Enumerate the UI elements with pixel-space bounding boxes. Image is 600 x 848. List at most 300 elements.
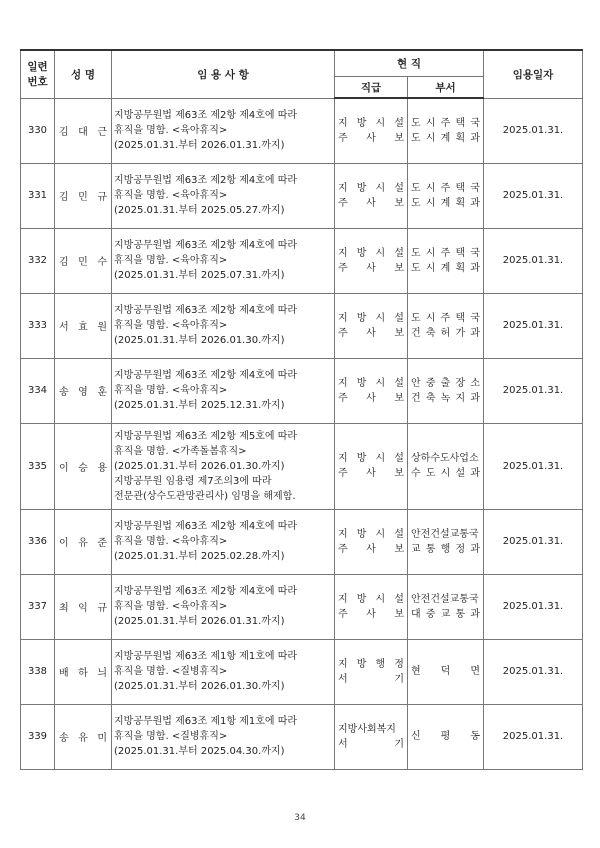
department — [408, 423, 484, 509]
name-char: 김 — [59, 127, 69, 138]
table-row — [21, 574, 583, 639]
matter-line: 지방공무원 임용령 제7조의3에 따라 — [114, 475, 272, 487]
rank-part: 사 — [366, 262, 376, 274]
department — [408, 163, 484, 228]
dept-part: 시 — [425, 117, 436, 129]
appointment-date: 2025.01.31. — [484, 228, 583, 293]
name — [59, 459, 107, 474]
dept-part: 과 — [470, 197, 480, 209]
rank-part: 방 — [356, 182, 367, 194]
dept-part: 도 — [425, 468, 436, 479]
rank-line — [338, 116, 404, 131]
name — [59, 729, 107, 744]
dept-part: 과 — [470, 132, 480, 144]
table-header — [21, 50, 583, 98]
rank-part: 서 — [338, 673, 348, 685]
rank-part: 사 — [366, 543, 376, 555]
rank-part: 시 — [375, 377, 386, 389]
appointment-matter — [112, 98, 335, 163]
dept-part: 과 — [470, 468, 480, 479]
name-cell — [55, 509, 112, 574]
dept-part: 가 — [455, 327, 466, 339]
dept-part: 출 — [440, 377, 451, 389]
serial-number: 336 — [21, 509, 55, 574]
matter-line: 지방공무원법 제63조 제2항 제4호에 따라 — [114, 305, 298, 316]
rank-part: 시 — [375, 117, 386, 129]
rank-line — [338, 542, 404, 557]
dept-line — [411, 542, 480, 557]
matter-line: (2025.01.31.부터 2026.01.30.까지) — [114, 335, 285, 346]
appointment-matter — [112, 639, 335, 704]
rank-part: 사 — [366, 608, 376, 620]
rank-part: 설 — [394, 453, 404, 464]
rank-part: 정 — [394, 658, 404, 670]
appointment-matter — [112, 293, 335, 358]
table-row — [21, 639, 583, 704]
name-cell — [55, 704, 112, 769]
rank-line — [338, 607, 404, 622]
serial-number: 331 — [21, 163, 55, 228]
matter-line: (2025.01.31.부터 2026.01.31.까지) — [114, 616, 285, 627]
dept-part: 통 — [455, 608, 466, 620]
dept-part: 녹 — [440, 392, 451, 404]
rank-part: 방 — [356, 658, 367, 670]
dept-part: 획 — [455, 262, 466, 274]
rank-part: 지 — [338, 593, 348, 605]
dept-line — [411, 729, 480, 744]
dept-line — [411, 181, 480, 196]
dept-part: 도 — [411, 247, 421, 259]
dept-line — [411, 311, 480, 326]
dept-part: 시 — [425, 262, 436, 274]
rank-part: 지방사회복지 — [338, 723, 396, 735]
rank — [335, 639, 408, 704]
table-row — [21, 228, 583, 293]
appointment-matter — [112, 358, 335, 423]
rank-line — [338, 131, 404, 146]
matter-line: 휴직을 명함. <육아휴직> — [114, 125, 228, 136]
name-char: 송 — [59, 733, 69, 744]
rank-part: 시 — [375, 453, 386, 464]
matter-line: (2025.01.31.부터 2026.01.30.까지) — [114, 460, 285, 472]
matter-line: 지방공무원법 제63조 제2항 제4호에 따라 — [114, 175, 298, 186]
dept-line — [411, 131, 480, 146]
dept-part: 중 — [425, 608, 436, 620]
matter-line: 휴직을 명함. <육아휴직> — [114, 536, 228, 547]
dept-line — [411, 607, 480, 622]
serial-number: 339 — [21, 704, 55, 769]
appointment-date: 2025.01.31. — [484, 98, 583, 163]
dept-part: 소 — [470, 377, 480, 389]
rank-part: 지 — [338, 528, 348, 540]
rank-part: 서 — [338, 738, 348, 750]
name-cell — [55, 228, 112, 293]
dept-part: 과 — [470, 262, 480, 274]
dept-part: 설 — [455, 468, 466, 479]
name-cell — [55, 163, 112, 228]
department — [408, 574, 484, 639]
matter-line: 지방공무원법 제63조 제2항 제4호에 따라 — [114, 586, 298, 597]
name-char: 하 — [78, 668, 88, 679]
name-char: 유 — [78, 733, 88, 744]
appointment-date: 2025.01.31. — [484, 574, 583, 639]
rank-part: 보 — [394, 132, 404, 144]
matter-line: 휴직을 명함. <육아휴직> — [114, 385, 228, 396]
matter-line: 지방공무원법 제63조 제2항 제5호에 따라 — [114, 430, 298, 442]
appointment-date: 2025.01.31. — [484, 163, 583, 228]
serial-number: 333 — [21, 293, 55, 358]
serial-number: 330 — [21, 98, 55, 163]
rank-part: 방 — [356, 593, 367, 605]
rank — [335, 358, 408, 423]
department — [408, 228, 484, 293]
dept-part: 안전건설교통국 — [411, 528, 479, 540]
table-row — [21, 423, 583, 509]
name-char: 서 — [59, 322, 69, 333]
dept-part: 행 — [440, 543, 451, 555]
rank-line — [338, 311, 404, 326]
department — [408, 98, 484, 163]
rank-part: 방 — [356, 453, 367, 464]
dept-part: 계 — [440, 262, 451, 274]
dept-part: 교 — [411, 543, 421, 555]
dept-part: 시 — [425, 197, 436, 209]
matter-line: 휴직을 명함. <육아휴직> — [114, 601, 228, 612]
table-row — [21, 358, 583, 423]
table-row — [21, 163, 583, 228]
table-row — [21, 704, 583, 769]
dept-part: 동 — [470, 731, 481, 742]
rank-part: 지 — [338, 182, 348, 194]
rank-line — [338, 261, 404, 276]
appointment-matter — [112, 704, 335, 769]
rank — [335, 163, 408, 228]
rank-part: 기 — [394, 738, 404, 750]
dept-part: 통 — [425, 543, 436, 555]
name-char: 준 — [97, 538, 107, 549]
matter-line: 휴직을 명함. <질병휴직> — [114, 731, 228, 742]
rank-part: 보 — [394, 327, 404, 339]
rank-part: 방 — [356, 117, 367, 129]
rank-part: 사 — [366, 132, 376, 144]
matter-line: 휴직을 명함. <가족돌봄휴직> — [114, 445, 247, 457]
rank-part: 지 — [338, 312, 348, 324]
rank-part: 기 — [394, 673, 404, 685]
dept-line — [411, 196, 480, 211]
dept-part: 도 — [411, 132, 421, 144]
rank — [335, 704, 408, 769]
name-char: 민 — [78, 192, 88, 203]
rank-part: 지 — [338, 658, 348, 670]
appointment-date: 2025.01.31. — [484, 639, 583, 704]
rank-part: 설 — [394, 117, 404, 129]
rank-part: 보 — [394, 543, 404, 555]
dept-part: 획 — [455, 197, 466, 209]
name-cell — [55, 423, 112, 509]
rank-part: 시 — [375, 593, 386, 605]
dept-part: 계 — [440, 132, 451, 144]
rank-part: 설 — [394, 377, 404, 389]
dept-part: 도 — [411, 197, 421, 209]
matter-line: (2025.01.31.부터 2026.01.31.까지) — [114, 140, 285, 151]
dept-part: 주 — [440, 117, 451, 129]
dept-line — [411, 466, 480, 481]
personnel-table — [20, 49, 583, 770]
name-char: 유 — [78, 538, 88, 549]
table-row — [21, 293, 583, 358]
appointment-matter — [112, 509, 335, 574]
matter-line: (2025.01.31.부터 2025.07.31.까지) — [114, 270, 285, 281]
name-char: 승 — [78, 462, 88, 474]
rank-line — [338, 196, 404, 211]
name-char: 이 — [59, 462, 69, 474]
name — [59, 188, 107, 203]
rank-part: 설 — [394, 312, 404, 324]
dept-part: 시 — [440, 468, 451, 479]
dept-part: 과 — [470, 392, 480, 404]
dept-part: 도 — [411, 262, 421, 274]
dept-part: 상하수도사업소 — [411, 453, 479, 464]
dept-part: 국 — [470, 182, 480, 194]
rank-part: 지 — [338, 117, 348, 129]
name-char: 민 — [78, 257, 88, 268]
rank-part: 지 — [338, 453, 348, 464]
matter-line: (2025.01.31.부터 2025.05.27.까지) — [114, 205, 285, 216]
rank-part: 지 — [338, 247, 348, 259]
dept-line — [411, 376, 480, 391]
rank-part: 시 — [375, 312, 386, 324]
rank-part: 사 — [366, 327, 376, 339]
rank-line — [338, 737, 404, 752]
rank-line — [338, 376, 404, 391]
dept-part: 시 — [425, 132, 436, 144]
name-char: 용 — [97, 462, 107, 474]
rank-part: 설 — [394, 247, 404, 259]
serial-number: 337 — [21, 574, 55, 639]
department — [408, 639, 484, 704]
name-char: 최 — [59, 603, 69, 614]
matter-line: (2025.01.31.부터 2025.04.30.까지) — [114, 746, 285, 757]
name-char: 영 — [78, 387, 88, 398]
name-char: 김 — [59, 192, 69, 203]
table-body — [21, 98, 583, 769]
dept-part: 시 — [425, 182, 436, 194]
matter-line: 지방공무원법 제63조 제2항 제4호에 따라 — [114, 370, 298, 381]
name-cell — [55, 293, 112, 358]
header-current-position: 현 직 — [335, 50, 484, 77]
rank — [335, 509, 408, 574]
name — [59, 599, 107, 614]
header-name: 성 명 — [55, 50, 112, 98]
name — [59, 664, 107, 679]
rank — [335, 98, 408, 163]
rank-part: 행 — [375, 658, 386, 670]
name-char: 수 — [97, 257, 107, 268]
dept-part: 국 — [470, 247, 480, 259]
rank-part: 주 — [338, 132, 348, 144]
dept-part: 택 — [455, 117, 466, 129]
dept-part: 국 — [470, 312, 480, 324]
matter-line: 지방공무원법 제63조 제1항 제1호에 따라 — [114, 651, 298, 662]
serial-number: 334 — [21, 358, 55, 423]
rank-part: 주 — [338, 543, 348, 555]
dept-part: 안 — [411, 377, 421, 389]
rank-part: 사 — [366, 197, 376, 209]
rank-part: 사 — [366, 468, 376, 479]
rank-part: 주 — [338, 608, 348, 620]
matter-line: 지방공무원법 제63조 제1항 제1호에 따라 — [114, 716, 298, 727]
name-cell — [55, 639, 112, 704]
name-char: 김 — [59, 257, 69, 268]
name-char: 훈 — [97, 387, 107, 398]
rank-part: 보 — [394, 468, 404, 479]
rank-line — [338, 391, 404, 406]
name-char: 대 — [78, 127, 88, 138]
name-cell — [55, 358, 112, 423]
dept-part: 축 — [425, 327, 436, 339]
name — [59, 383, 107, 398]
dept-part: 계 — [440, 197, 451, 209]
dept-part: 주 — [440, 247, 451, 259]
dept-part: 도 — [411, 182, 421, 194]
header-appointment-matter: 임 용 사 항 — [112, 50, 335, 98]
dept-part: 축 — [425, 392, 436, 404]
matter-line: 지방공무원법 제63조 제2항 제4호에 따라 — [114, 240, 298, 251]
dept-part: 장 — [455, 377, 466, 389]
matter-line: 전문관(상수도관망관리사) 임명을 해제함. — [114, 490, 296, 502]
rank-part: 주 — [338, 197, 348, 209]
dept-line — [411, 391, 480, 406]
name-char: 규 — [97, 603, 107, 614]
name-char: 효 — [78, 322, 88, 333]
matter-line: (2025.01.31.부터 2025.02.28.까지) — [114, 551, 285, 562]
rank-part: 방 — [356, 312, 367, 324]
name — [59, 534, 107, 549]
dept-part: 국 — [470, 117, 480, 129]
header-appointment-date: 임용일자 — [484, 50, 583, 98]
rank-part: 설 — [394, 182, 404, 194]
matter-line: (2025.01.31.부터 2025.12.31.까지) — [114, 400, 285, 411]
rank-line — [338, 451, 404, 466]
dept-part: 신 — [411, 731, 421, 742]
dept-part: 허 — [440, 327, 451, 339]
dept-line — [411, 116, 480, 131]
dept-part: 획 — [455, 132, 466, 144]
matter-line: 휴직을 명함. <질병휴직> — [114, 666, 228, 677]
matter-line: 휴직을 명함. <육아휴직> — [114, 320, 228, 331]
department — [408, 509, 484, 574]
dept-part: 덕 — [440, 666, 451, 677]
rank-part: 시 — [375, 182, 386, 194]
dept-part: 수 — [411, 468, 421, 479]
department — [408, 293, 484, 358]
appointment-date: 2025.01.31. — [484, 423, 583, 509]
page-number: 34 — [294, 813, 306, 823]
rank-part: 방 — [356, 377, 367, 389]
dept-part: 정 — [455, 543, 466, 555]
header-department: 부서 — [408, 77, 484, 99]
rank-line — [338, 657, 404, 672]
matter-line: 휴직을 명함. <육아휴직> — [114, 255, 228, 266]
dept-part: 도 — [411, 117, 421, 129]
matter-line: (2025.01.31.부터 2026.01.30.까지) — [114, 681, 285, 692]
rank-part: 주 — [338, 327, 348, 339]
matter-line: 휴직을 명함. <육아휴직> — [114, 190, 228, 201]
rank-part: 보 — [394, 392, 404, 404]
name-char: 규 — [97, 192, 107, 203]
rank-part: 설 — [394, 593, 404, 605]
appointment-matter — [112, 228, 335, 293]
appointment-matter — [112, 423, 335, 509]
dept-part: 도 — [411, 312, 421, 324]
table-row — [21, 98, 583, 163]
rank-part: 설 — [394, 528, 404, 540]
dept-line — [411, 664, 480, 679]
appointment-matter — [112, 163, 335, 228]
dept-part: 주 — [440, 182, 451, 194]
rank-line — [338, 527, 404, 542]
rank — [335, 228, 408, 293]
dept-part: 택 — [455, 247, 466, 259]
rank — [335, 574, 408, 639]
matter-line: 지방공무원법 제63조 제2항 제4호에 따라 — [114, 110, 298, 121]
dept-part: 대 — [411, 608, 421, 620]
dept-part: 안전건설교통국 — [411, 593, 479, 605]
serial-number: 335 — [21, 423, 55, 509]
dept-part: 면 — [470, 666, 481, 677]
rank-line — [338, 246, 404, 261]
rank-part: 보 — [394, 197, 404, 209]
dept-line — [411, 261, 480, 276]
dept-part: 시 — [425, 247, 436, 259]
name-char: 송 — [59, 387, 69, 398]
dept-part: 중 — [425, 377, 436, 389]
name-char: 원 — [97, 322, 107, 333]
dept-line — [411, 326, 480, 341]
dept-part: 과 — [470, 608, 480, 620]
rank — [335, 293, 408, 358]
dept-part: 택 — [455, 182, 466, 194]
dept-part: 주 — [440, 312, 451, 324]
rank-part: 보 — [394, 608, 404, 620]
rank-part: 보 — [394, 262, 404, 274]
appointment-matter — [112, 574, 335, 639]
header-rank: 직급 — [335, 77, 408, 99]
dept-line — [411, 451, 480, 466]
rank-part: 사 — [366, 392, 376, 404]
rank-part: 방 — [356, 247, 367, 259]
department — [408, 358, 484, 423]
rank-part: 주 — [338, 262, 348, 274]
name-cell — [55, 574, 112, 639]
rank-line — [338, 592, 404, 607]
table-row — [21, 509, 583, 574]
header-serial-number: 일련 번호 — [21, 50, 55, 98]
dept-part: 건 — [411, 392, 421, 404]
dept-part: 시 — [425, 312, 436, 324]
rank-line — [338, 181, 404, 196]
name-char: 늬 — [97, 668, 107, 679]
rank-part: 방 — [356, 528, 367, 540]
rank — [335, 423, 408, 509]
rank-line — [338, 722, 404, 737]
appointment-date: 2025.01.31. — [484, 293, 583, 358]
name-char: 미 — [97, 733, 107, 744]
dept-part: 현 — [411, 666, 421, 677]
name — [59, 253, 107, 268]
name-char: 익 — [78, 603, 88, 614]
appointment-date: 2025.01.31. — [484, 509, 583, 574]
